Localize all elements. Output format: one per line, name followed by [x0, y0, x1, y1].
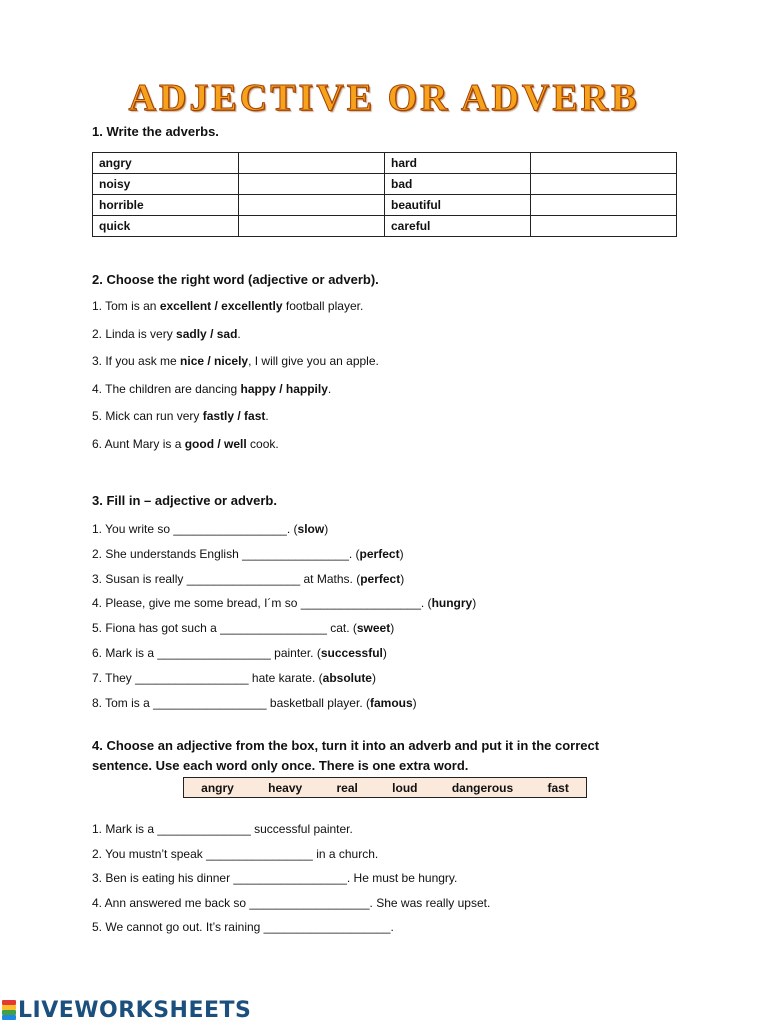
adverb-answer-cell[interactable] [239, 216, 385, 237]
highlighted-word: absolute [322, 670, 372, 685]
word-box-item: angry [201, 780, 234, 795]
transform-sentence: 4. Ann answered me back so __________________. She was really upset. [92, 895, 491, 910]
sentence-text: 8. Tom is a _________________ basketball player. ( [92, 695, 370, 710]
adjective-cell: horrible [93, 195, 239, 216]
word-box-item: loud [392, 780, 418, 795]
adjective-cell: noisy [93, 174, 239, 195]
adverb-table [92, 152, 677, 237]
sentence-text: ) [371, 670, 376, 685]
choice-sentence [92, 299, 363, 313]
fill-in-sentence [92, 621, 394, 635]
word-box-item: fast [547, 780, 569, 795]
word-box [183, 777, 587, 798]
adjective-cell: angry [93, 153, 239, 174]
adverb-table-row [93, 195, 677, 216]
adverb-table-row [93, 153, 677, 174]
fill-in-sentence [92, 646, 387, 660]
sentence-text: 6. Aunt Mary is a [92, 436, 185, 451]
highlighted-word: sadly / sad [176, 326, 238, 341]
transform-sentence: 5. We cannot go out. It’s raining ___________________. [92, 920, 394, 934]
adjective-cell: careful [385, 216, 531, 237]
sentence-text: ) [412, 695, 417, 710]
highlighted-word: perfect [359, 546, 400, 561]
choice-sentence [92, 409, 269, 423]
adverb-answer-cell[interactable] [531, 195, 677, 216]
adjective-cell: beautiful [385, 195, 531, 216]
sentence-text: 4. The children are dancing [92, 381, 241, 396]
adjective-cell: quick [93, 216, 239, 237]
exercise-4-heading-line-2: sentence. Use each word only once. There is one extra word. [92, 758, 469, 773]
sentence-text: ) [399, 546, 404, 561]
highlighted-word: hungry [431, 596, 473, 611]
highlighted-word: famous [369, 695, 413, 710]
sentence-text: 4. Please, give me some bread, I´m so __________________. ( [92, 596, 432, 611]
worksheet-title: ADJECTIVE OR ADVERB [128, 77, 640, 119]
exercise-2-heading: 2. Choose the right word (adjective or adverb). [92, 272, 379, 287]
adverb-table-row [93, 174, 677, 195]
sentence-text: 5. Fiona has got such a ________________ cat. ( [92, 621, 357, 636]
fill-in-sentence [92, 696, 417, 710]
sentence-text: ) [472, 596, 477, 611]
choice-sentence [92, 354, 379, 368]
adverb-answer-cell[interactable] [531, 216, 677, 237]
highlighted-word: fastly / fast [202, 409, 266, 423]
sentence-text: 5. Mick can run very [92, 409, 203, 423]
choice-sentence [92, 382, 331, 396]
sentence-text: ) [382, 646, 387, 660]
choice-sentence [92, 437, 279, 451]
logo-bar [2, 1015, 16, 1020]
choice-sentence [92, 327, 241, 341]
sentence-text: , I will give you an apple. [248, 354, 379, 368]
transform-sentence: 3. Ben is eating his dinner _________________. He must be hungry. [92, 871, 458, 885]
highlighted-word: nice / nicely [180, 354, 249, 368]
sentence-text: . [327, 381, 332, 396]
sentence-text: 3. If you ask me [92, 354, 181, 368]
fill-in-sentence [92, 522, 328, 536]
adverb-table-row [93, 216, 677, 237]
adverb-answer-cell[interactable] [531, 174, 677, 195]
sentence-text: football player. [282, 299, 364, 313]
sentence-text: ) [400, 571, 405, 586]
exercise-3-heading: 3. Fill in – adjective or adverb. [92, 493, 277, 508]
sentence-text: 1. Tom is an [92, 299, 160, 313]
word-box-item: heavy [268, 780, 303, 795]
sentence-text: ) [390, 621, 395, 636]
adverb-answer-cell[interactable] [239, 195, 385, 216]
sentence-text: . [237, 326, 241, 341]
fill-in-sentence [92, 671, 376, 685]
highlighted-word: happy / happily [240, 381, 328, 396]
liveworksheets-logo-text: LIVEWORKSHEETS [18, 997, 252, 1023]
transform-sentence: 1. Mark is a ______________ successful painter. [92, 822, 353, 836]
fill-in-sentence [92, 596, 476, 610]
highlighted-word: excellent / excellently [159, 299, 283, 313]
highlighted-word: good / well [184, 436, 247, 451]
adverb-answer-cell[interactable] [239, 174, 385, 195]
sentence-text: 2. She understands English ________________. ( [92, 546, 360, 561]
highlighted-word: sweet [356, 621, 391, 636]
highlighted-word: successful [320, 646, 383, 660]
sentence-text: 6. Mark is a _________________ painter. ( [92, 646, 321, 660]
word-box-item: dangerous [451, 780, 514, 795]
adverb-answer-cell[interactable] [531, 153, 677, 174]
fill-in-sentence [92, 572, 404, 586]
liveworksheets-logo[interactable] [2, 996, 251, 1024]
sentence-text: ) [324, 522, 329, 536]
word-box-item: real [336, 780, 358, 795]
liveworksheets-logo-icon [2, 1000, 16, 1020]
adjective-cell: bad [385, 174, 531, 195]
exercise-1-heading: 1. Write the adverbs. [92, 124, 219, 139]
sentence-text: 7. They _________________ hate karate. ( [92, 670, 323, 685]
transform-sentence: 2. You mustn’t speak ________________ in a church. [92, 846, 379, 861]
highlighted-word: perfect [360, 571, 401, 586]
sentence-text: . [265, 409, 269, 423]
sentence-text: 1. You write so _________________. ( [92, 522, 298, 536]
sentence-text: cook. [246, 436, 279, 451]
sentence-text: 2. Linda is very [92, 326, 177, 341]
sentence-text: 3. Susan is really _________________ at Maths. ( [92, 571, 361, 586]
exercise-4-heading-line-1: 4. Choose an adjective from the box, turn it into an adverb and put it in the correct [92, 738, 600, 753]
adverb-answer-cell[interactable] [239, 153, 385, 174]
fill-in-sentence [92, 547, 404, 561]
adjective-cell: hard [385, 153, 531, 174]
highlighted-word: slow [297, 522, 325, 536]
